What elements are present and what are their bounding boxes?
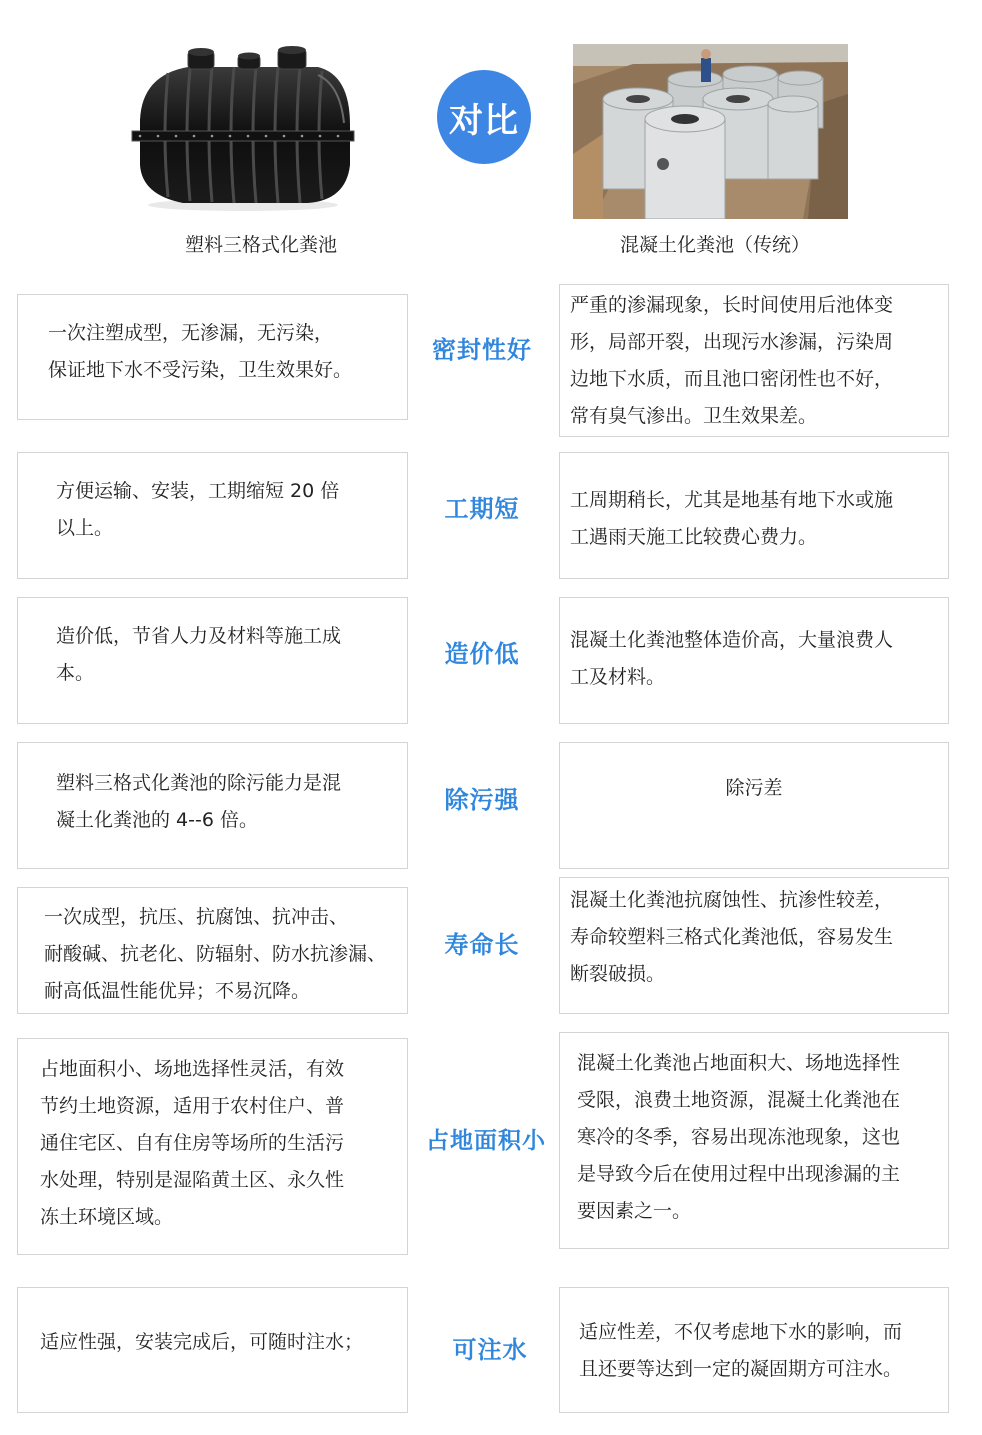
right-cell-text: 混凝土化粪池整体造价高，大量浪费人 工及材料。: [570, 629, 894, 688]
plastic-septic-tank-image: [128, 45, 358, 215]
comparison-label: 可注水: [452, 1336, 528, 1364]
comparison-left-cell: [17, 294, 408, 420]
comparison-label: 寿命长: [444, 931, 520, 959]
right-cell-text: 适应性差，不仅考虑地下水的影响，而 且还要等达到一定的凝固期方可注水。: [579, 1321, 903, 1380]
comparison-right-cell: [559, 1032, 949, 1249]
comparison-label: 密封性好: [432, 336, 532, 364]
comparison-label: 造价低: [444, 640, 520, 668]
comparison-left-cell: [17, 597, 408, 724]
right-cell-text: 严重的渗漏现象，长时间使用后池体变 形，局部开裂，出现污水渗漏，污染周 边地下水质，而且池口密闭性也不好， 常有臭气渗出。卫生效果差。: [570, 294, 894, 427]
comparison-left-cell: [17, 452, 408, 579]
comparison-label: 工期短: [444, 495, 520, 523]
left-column-title: 塑料三格式化粪池: [184, 234, 337, 256]
comparison-right-cell: [559, 452, 949, 579]
right-column-title: 混凝土化粪池（传统）: [619, 234, 810, 256]
right-cell-text: 混凝土化粪池抗腐蚀性、抗渗性较差， 寿命较塑料三格式化粪池低，容易发生 断裂破损。: [570, 889, 894, 985]
left-cell-text: 方便运输、安装，工期缩短 20 倍 以上。: [56, 480, 340, 539]
comparison-right-cell: [559, 742, 949, 869]
left-cell-text: 一次成型，抗压、抗腐蚀、抗冲击、 耐酸碱、抗老化、防辐射、防水抗渗漏、 耐高低温性能优异；不易沉降。: [44, 906, 387, 1002]
right-cell-text: 除污差: [725, 777, 783, 799]
comparison-right-cell: [559, 1287, 949, 1413]
comparison-left-cell: [17, 887, 408, 1014]
concrete-septic-tank-photo: [573, 44, 848, 219]
left-cell-text: 占地面积小、场地选择性灵活，有效 节约土地资源，适用于农村住户、普 通住宅区、自有住房等场所的生活污 水处理，特别是湿陷黄土区、永久性 冻土环境区域。: [40, 1058, 345, 1228]
comparison-label: 占地面积小: [426, 1128, 546, 1154]
comparison-right-cell: [559, 877, 949, 1014]
comparison-label: 除污强: [444, 786, 520, 814]
comparison-right-cell: [559, 284, 949, 437]
left-cell-text: 造价低，节省人力及材料等施工成 本。: [56, 625, 342, 684]
comparison-right-cell: [559, 597, 949, 724]
left-cell-text: 一次注塑成型，无渗漏，无污染， 保证地下水不受污染，卫生效果好。: [48, 322, 353, 381]
right-cell-text: 工周期稍长，尤其是地基有地下水或施 工遇雨天施工比较费心费力。: [570, 489, 894, 548]
right-cell-text: 混凝土化粪池占地面积大、场地选择性 受限，浪费土地资源，混凝土化粪池在 寒冷的冬季，容易出现冻池现象，这也 是导致今后在使用过程中出现渗漏的主 要因素之一。: [577, 1052, 901, 1222]
left-cell-text: 塑料三格式化粪池的除污能力是混 凝土化粪池的 4--6 倍。: [56, 772, 342, 831]
comparison-left-cell: [17, 742, 408, 869]
left-cell-text: 适应性强，安装完成后，可随时注水；: [40, 1331, 364, 1353]
comparison-left-cell: [17, 1038, 408, 1255]
comparison-left-cell: [17, 1287, 408, 1413]
vs-badge: 对比: [437, 70, 531, 164]
